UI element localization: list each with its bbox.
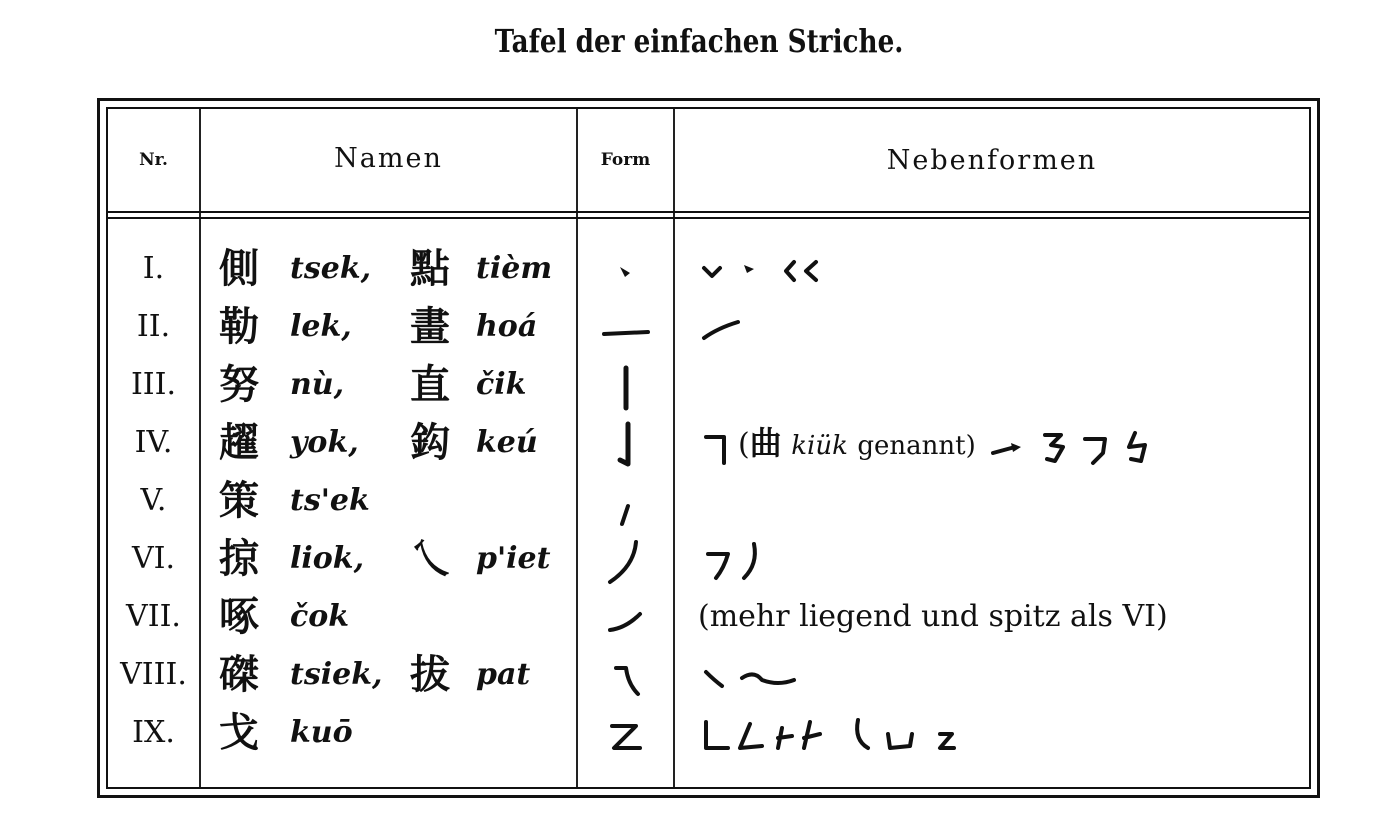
paren-open: ( (738, 427, 750, 462)
stroke-name-character: 策 (219, 478, 259, 524)
stroke-name-romanization: ts'ek (290, 483, 370, 518)
left-falling-stroke-icon (578, 530, 673, 588)
short-left-falling-icon (578, 588, 673, 646)
rising-horizontal-icon (698, 298, 868, 356)
row-number: I. (142, 251, 165, 286)
header-nr: Nr. (139, 150, 168, 170)
stroke-name-romanization: p'iet (476, 541, 551, 576)
stroke-name-romanization: čok (290, 599, 350, 634)
stroke-name-character: 側 (219, 246, 259, 292)
kiuk-romanization: kiük (791, 431, 848, 461)
qu-character: 曲 (749, 424, 782, 462)
genannt-text: genannt) (857, 431, 976, 461)
row-number: IX. (132, 715, 175, 750)
row-number: VI. (131, 541, 176, 576)
dot-stroke-icon (578, 240, 673, 298)
stroke-name-character: 努 (219, 362, 259, 408)
yi-stroke-icon (578, 704, 673, 762)
table-row (0, 240, 1398, 298)
right-falling-variants-icon (698, 646, 868, 704)
stroke-name-romanization: tièm (476, 251, 553, 286)
stroke-name-romanization: lek, (290, 309, 352, 344)
table-row (0, 356, 1398, 414)
row-number: VIII. (120, 657, 187, 692)
row-number: V. (140, 483, 167, 518)
stroke-name-romanization: pat (476, 657, 531, 692)
stroke-name-character: 點 (410, 246, 450, 292)
row-number: IV. (134, 425, 173, 460)
table-row (0, 646, 1398, 704)
header-form: Form (600, 150, 651, 170)
stroke-name-character: 鈎 (410, 420, 450, 466)
stroke-name-romanization: yok, (290, 425, 359, 460)
header-divider (108, 217, 1309, 219)
stroke-name-character: 乀 (410, 536, 450, 582)
row-number: VII. (126, 599, 181, 634)
stroke-name-character: 畫 (410, 304, 450, 350)
stroke-name-romanization: liok, (290, 541, 365, 576)
header-nebenformen: Nebenformen (886, 145, 1098, 176)
hook-stroke-icon (578, 414, 673, 472)
stroke-name-character: 勒 (219, 304, 259, 350)
header-namen: Namen (334, 143, 443, 174)
vertical-stroke-icon (578, 356, 673, 414)
table-row (0, 588, 1398, 646)
stroke-name-romanization: hoá (476, 309, 538, 344)
stroke-name-romanization: keú (476, 425, 538, 460)
stroke-name-character: 戈 (219, 710, 259, 756)
stroke-name-romanization: kuō (290, 715, 353, 750)
table-row (0, 414, 1398, 472)
hook-variants (698, 414, 1185, 472)
right-falling-stroke-icon (578, 646, 673, 704)
stroke-name-character: 磔 (219, 652, 259, 698)
stroke-name-romanization: tsiek, (290, 657, 383, 692)
stroke-name-romanization: nù, (290, 367, 345, 402)
row-number: III. (130, 367, 177, 402)
rising-stroke-icon (578, 472, 673, 530)
left-falling-variants-icon (698, 530, 868, 588)
dot-variants-icon (698, 240, 868, 298)
stroke-name-romanization: čik (476, 367, 527, 402)
stroke-name-character: 掠 (219, 536, 259, 582)
stroke-name-character: 直 (410, 362, 450, 408)
table-row (0, 530, 1398, 588)
bent-variants-icon (698, 704, 1038, 762)
stroke-name-character: 啄 (219, 594, 259, 640)
table-row (0, 472, 1398, 530)
table-row (0, 298, 1398, 356)
hook-variant-icon (698, 417, 738, 475)
row-number: II. (136, 309, 171, 344)
table-row (0, 704, 1398, 762)
nebenform-text: (mehr liegend und spitz als VI) (698, 599, 1168, 634)
page-title: Tafel der einfachen Striche. (494, 22, 904, 60)
stroke-name-character: 拔 (410, 652, 450, 698)
header-divider (108, 211, 1309, 213)
horizontal-stroke-icon (578, 298, 673, 356)
stroke-name-romanization: tsek, (290, 251, 372, 286)
hook-variants-icon (985, 417, 1185, 475)
stroke-name-character: 趯 (219, 420, 259, 466)
